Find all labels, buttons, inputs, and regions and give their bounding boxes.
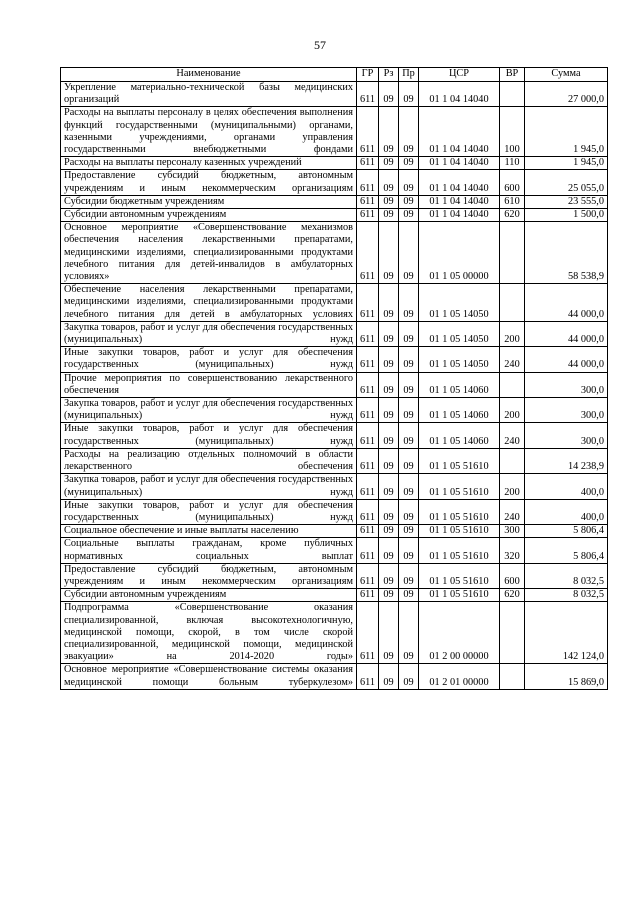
table-row (61, 157, 608, 170)
row-vr-cell: 110 (500, 157, 525, 170)
row-csr-cell: 01 1 04 14040 (419, 82, 500, 107)
row-gr-cell: 611 (357, 563, 379, 588)
row-name-cell: Основное мероприятие «Совершенствование системы оказания медицинской помощи больным туберкулезом» (61, 664, 357, 689)
row-pr-cell: 09 (399, 563, 419, 588)
table-row (61, 525, 608, 538)
header-name: Наименование (61, 68, 357, 82)
row-pr-cell: 09 (399, 499, 419, 524)
row-rz-cell: 09 (379, 423, 399, 448)
row-gr-cell: 611 (357, 107, 379, 157)
row-name-cell: Укрепление материально-технической базы медицинских организаций (61, 82, 357, 107)
row-csr-cell: 01 1 05 14060 (419, 372, 500, 397)
row-pr-cell: 09 (399, 423, 419, 448)
table-row (61, 321, 608, 346)
row-name-cell: Субсидии автономным учреждениям (61, 209, 357, 222)
row-rz-cell: 09 (379, 170, 399, 195)
row-csr-cell: 01 1 05 14060 (419, 398, 500, 423)
header-rz: Рз (379, 68, 399, 82)
row-vr-cell (500, 664, 525, 689)
row-name-cell: Иные закупки товаров, работ и услуг для обеспечения государственных (муниципальных) нужд (61, 423, 357, 448)
row-sum-cell: 400,0 (525, 474, 608, 499)
budget-table (60, 67, 608, 690)
row-name-cell: Социальное обеспечение и иные выплаты населению (61, 525, 357, 538)
row-name-cell: Основное мероприятие «Совершенствование механизмов обеспечения населения лекарственными препаратами, медицинскими изделиями, специализированными продуктами лечебного питания для детей-инвалидов в амбулаторных условиях» (61, 222, 357, 284)
row-gr-cell: 611 (357, 538, 379, 563)
row-sum-cell: 8 032,5 (525, 589, 608, 602)
table-row (61, 209, 608, 222)
row-vr-cell: 240 (500, 347, 525, 372)
table-row (61, 398, 608, 423)
row-vr-cell (500, 602, 525, 664)
row-pr-cell: 09 (399, 538, 419, 563)
row-gr-cell: 611 (357, 448, 379, 473)
row-gr-cell: 611 (357, 284, 379, 322)
row-pr-cell: 09 (399, 321, 419, 346)
row-name-cell: Обеспечение населения лекарственными препаратами, медицинскими изделиями, специализированными продуктами лечебного питания для детей в амбулаторных условиях (61, 284, 357, 322)
row-sum-cell: 44 000,0 (525, 284, 608, 322)
row-vr-cell: 600 (500, 170, 525, 195)
row-vr-cell: 300 (500, 525, 525, 538)
row-name-cell: Социальные выплаты гражданам, кроме публичных нормативных социальных выплат (61, 538, 357, 563)
row-vr-cell (500, 222, 525, 284)
row-gr-cell: 611 (357, 474, 379, 499)
row-sum-cell: 1 500,0 (525, 209, 608, 222)
row-vr-cell: 240 (500, 423, 525, 448)
table-row (61, 474, 608, 499)
row-rz-cell: 09 (379, 602, 399, 664)
row-name-cell: Предоставление субсидий бюджетным, автономным учреждениям и иным некоммерческим организациям (61, 170, 357, 195)
row-name-cell: Иные закупки товаров, работ и услуг для обеспечения государственных (муниципальных) нужд (61, 499, 357, 524)
row-gr-cell: 611 (357, 82, 379, 107)
row-rz-cell: 09 (379, 157, 399, 170)
row-pr-cell: 09 (399, 222, 419, 284)
row-sum-cell: 1 945,0 (525, 157, 608, 170)
table-header (61, 68, 608, 82)
row-name-cell: Субсидии бюджетным учреждениям (61, 195, 357, 208)
row-name-cell: Субсидии автономным учреждениям (61, 589, 357, 602)
row-csr-cell: 01 1 05 51610 (419, 563, 500, 588)
row-rz-cell: 09 (379, 664, 399, 689)
row-sum-cell: 14 238,9 (525, 448, 608, 473)
row-sum-cell: 1 945,0 (525, 107, 608, 157)
row-sum-cell: 5 806,4 (525, 538, 608, 563)
row-gr-cell: 611 (357, 602, 379, 664)
row-pr-cell: 09 (399, 448, 419, 473)
table-body (61, 82, 608, 690)
row-csr-cell: 01 1 05 14050 (419, 321, 500, 346)
row-pr-cell: 09 (399, 195, 419, 208)
row-vr-cell: 620 (500, 209, 525, 222)
row-vr-cell (500, 372, 525, 397)
row-sum-cell: 44 000,0 (525, 321, 608, 346)
row-rz-cell: 09 (379, 209, 399, 222)
row-rz-cell: 09 (379, 589, 399, 602)
row-csr-cell: 01 1 04 14040 (419, 107, 500, 157)
row-name-cell: Прочие мероприятия по совершенствованию лекарственного обеспечения (61, 372, 357, 397)
row-csr-cell: 01 1 05 00000 (419, 222, 500, 284)
row-gr-cell: 611 (357, 209, 379, 222)
table-row (61, 372, 608, 397)
row-pr-cell: 09 (399, 82, 419, 107)
table-row (61, 664, 608, 689)
row-gr-cell: 611 (357, 195, 379, 208)
row-name-cell: Расходы на выплаты персоналу казенных учреждений (61, 157, 357, 170)
row-sum-cell: 5 806,4 (525, 525, 608, 538)
row-name-cell: Расходы на выплаты персоналу в целях обеспечения выполнения функций государственными (муниципальными) органами, казенными учреждениями, органами управления государственными внебюджетными фондами (61, 107, 357, 157)
row-gr-cell: 611 (357, 372, 379, 397)
table-row (61, 170, 608, 195)
row-rz-cell: 09 (379, 525, 399, 538)
row-sum-cell: 300,0 (525, 398, 608, 423)
row-vr-cell (500, 448, 525, 473)
row-pr-cell: 09 (399, 398, 419, 423)
row-pr-cell: 09 (399, 170, 419, 195)
row-rz-cell: 09 (379, 222, 399, 284)
header-csr: ЦСР (419, 68, 500, 82)
row-pr-cell: 09 (399, 664, 419, 689)
row-rz-cell: 09 (379, 398, 399, 423)
table-row (61, 284, 608, 322)
row-rz-cell: 09 (379, 107, 399, 157)
table-row (61, 589, 608, 602)
row-rz-cell: 09 (379, 499, 399, 524)
row-sum-cell: 300,0 (525, 372, 608, 397)
row-sum-cell: 44 000,0 (525, 347, 608, 372)
row-vr-cell (500, 82, 525, 107)
row-csr-cell: 01 1 05 51610 (419, 525, 500, 538)
row-pr-cell: 09 (399, 209, 419, 222)
row-gr-cell: 611 (357, 664, 379, 689)
row-gr-cell: 611 (357, 170, 379, 195)
row-csr-cell: 01 1 05 51610 (419, 448, 500, 473)
page-number: 57 (314, 38, 326, 52)
row-gr-cell: 611 (357, 423, 379, 448)
row-gr-cell: 611 (357, 525, 379, 538)
row-pr-cell: 09 (399, 525, 419, 538)
row-pr-cell: 09 (399, 107, 419, 157)
row-csr-cell: 01 1 05 51610 (419, 589, 500, 602)
row-name-cell: Расходы на реализацию отдельных полномочий в области лекарственного обеспечения (61, 448, 357, 473)
row-csr-cell: 01 1 05 51610 (419, 538, 500, 563)
row-name-cell: Предоставление субсидий бюджетным, автономным учреждениям и иным некоммерческим организациям (61, 563, 357, 588)
header-gr: ГР (357, 68, 379, 82)
row-csr-cell: 01 1 04 14040 (419, 195, 500, 208)
row-gr-cell: 611 (357, 589, 379, 602)
row-rz-cell: 09 (379, 347, 399, 372)
row-name-cell: Закупка товаров, работ и услуг для обеспечения государственных (муниципальных) нужд (61, 398, 357, 423)
row-vr-cell: 320 (500, 538, 525, 563)
row-csr-cell: 01 1 05 51610 (419, 499, 500, 524)
row-csr-cell: 01 1 05 14050 (419, 284, 500, 322)
row-gr-cell: 611 (357, 157, 379, 170)
row-rz-cell: 09 (379, 448, 399, 473)
table-row (61, 107, 608, 157)
row-sum-cell: 142 124,0 (525, 602, 608, 664)
row-pr-cell: 09 (399, 347, 419, 372)
row-name-cell: Иные закупки товаров, работ и услуг для обеспечения государственных (муниципальных) нужд (61, 347, 357, 372)
row-name-cell: Подпрограмма «Совершенствование оказания специализированной, включая высокотехнологичную, медицинской помощи, скорой, в том числе скорой специализированной, медицинской помощи, медицинской эвакуации» на 2014-2020 годы» (61, 602, 357, 664)
row-gr-cell: 611 (357, 347, 379, 372)
row-sum-cell: 400,0 (525, 499, 608, 524)
row-rz-cell: 09 (379, 284, 399, 322)
row-sum-cell: 27 000,0 (525, 82, 608, 107)
row-csr-cell: 01 1 04 14040 (419, 209, 500, 222)
row-csr-cell: 01 2 00 00000 (419, 602, 500, 664)
row-pr-cell: 09 (399, 157, 419, 170)
row-name-cell: Закупка товаров, работ и услуг для обеспечения государственных (муниципальных) нужд (61, 474, 357, 499)
table-row (61, 347, 608, 372)
header-pr: Пр (399, 68, 419, 82)
row-vr-cell: 200 (500, 474, 525, 499)
header-vr: ВР (500, 68, 525, 82)
row-rz-cell: 09 (379, 372, 399, 397)
row-rz-cell: 09 (379, 538, 399, 563)
row-pr-cell: 09 (399, 474, 419, 499)
row-pr-cell: 09 (399, 372, 419, 397)
row-gr-cell: 611 (357, 222, 379, 284)
row-pr-cell: 09 (399, 284, 419, 322)
row-vr-cell: 200 (500, 398, 525, 423)
row-csr-cell: 01 1 05 51610 (419, 474, 500, 499)
row-vr-cell: 610 (500, 195, 525, 208)
row-sum-cell: 300,0 (525, 423, 608, 448)
row-pr-cell: 09 (399, 602, 419, 664)
row-vr-cell: 240 (500, 499, 525, 524)
table-row (61, 448, 608, 473)
table-row (61, 423, 608, 448)
header-sum: Сумма (525, 68, 608, 82)
row-pr-cell: 09 (399, 589, 419, 602)
table-row (61, 195, 608, 208)
row-csr-cell: 01 1 05 14050 (419, 347, 500, 372)
header-row (61, 68, 608, 82)
row-vr-cell: 100 (500, 107, 525, 157)
row-rz-cell: 09 (379, 195, 399, 208)
row-rz-cell: 09 (379, 474, 399, 499)
row-gr-cell: 611 (357, 321, 379, 346)
row-sum-cell: 58 538,9 (525, 222, 608, 284)
row-sum-cell: 23 555,0 (525, 195, 608, 208)
row-name-cell: Закупка товаров, работ и услуг для обеспечения государственных (муниципальных) нужд (61, 321, 357, 346)
row-gr-cell: 611 (357, 499, 379, 524)
row-rz-cell: 09 (379, 563, 399, 588)
row-vr-cell: 600 (500, 563, 525, 588)
row-rz-cell: 09 (379, 82, 399, 107)
row-vr-cell (500, 284, 525, 322)
row-vr-cell: 200 (500, 321, 525, 346)
table-row (61, 222, 608, 284)
row-vr-cell: 620 (500, 589, 525, 602)
row-sum-cell: 25 055,0 (525, 170, 608, 195)
row-sum-cell: 15 869,0 (525, 664, 608, 689)
row-csr-cell: 01 1 05 14060 (419, 423, 500, 448)
row-sum-cell: 8 032,5 (525, 563, 608, 588)
row-csr-cell: 01 2 01 00000 (419, 664, 500, 689)
table-row (61, 602, 608, 664)
table-row (61, 538, 608, 563)
row-csr-cell: 01 1 04 14040 (419, 170, 500, 195)
row-gr-cell: 611 (357, 398, 379, 423)
table-row (61, 82, 608, 107)
table-row (61, 499, 608, 524)
row-csr-cell: 01 1 04 14040 (419, 157, 500, 170)
table-row (61, 563, 608, 588)
row-rz-cell: 09 (379, 321, 399, 346)
